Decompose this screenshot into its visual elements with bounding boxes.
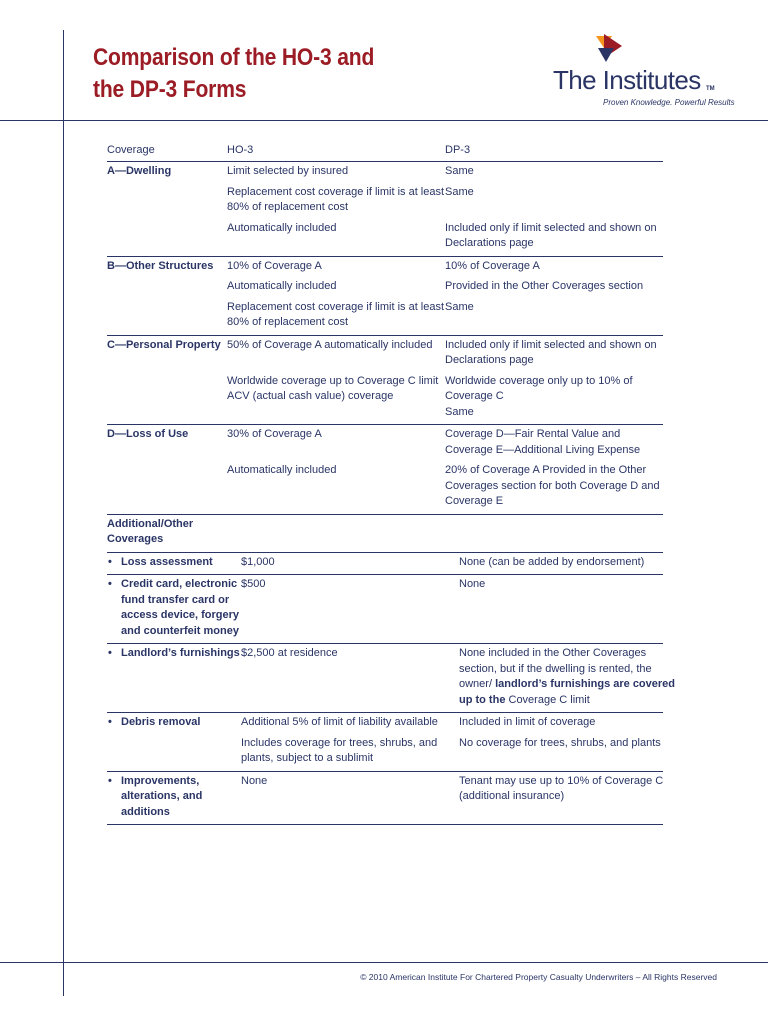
dp3-cell: 10% of Coverage A: [445, 259, 540, 272]
section-additional-coverages: [107, 515, 663, 553]
dp3-cell: Provided in the Other Coverages section: [445, 280, 644, 292]
table-row: [227, 338, 663, 369]
dp3-cell: Same: [445, 300, 474, 313]
logo-triangles-icon: [594, 32, 626, 64]
ho3-cell: Replacement cost coverage if limit is at least 80% of replacement cost: [227, 185, 445, 213]
footer-rule: [0, 962, 768, 963]
ho3-cell: 50% of Coverage A automatically included: [227, 338, 433, 351]
section-personal-property: [107, 336, 663, 426]
section-dwelling: [107, 162, 663, 257]
dp3-cell: No coverage for trees, shrubs, and plants: [459, 736, 661, 749]
header-ho3: HO-3: [227, 144, 254, 156]
table-row: [241, 736, 677, 767]
logo-name: The Institutes: [553, 65, 701, 95]
logo-trademark: TM: [706, 86, 715, 92]
section-label: C—Personal Property: [107, 338, 221, 351]
dp3-cell: Coverage D—Fair Rental Value and Coverage E—Additional Living Expense: [445, 428, 641, 456]
dp3-text-tail: Coverage C limit: [508, 693, 590, 706]
section-label: Additional/Other Coverages: [107, 517, 194, 545]
dp3-cell: Included only if limit selected and shown on Declarations page: [445, 221, 657, 249]
dp3-text-emphasis: landlord’s furnishings are covered up to the: [459, 678, 676, 706]
ho3-cell: $2,500 at residence: [241, 647, 338, 659]
header-rule: [0, 120, 768, 121]
dp3-cell: Same: [445, 185, 474, 198]
bulleted-label: • Loss assessment: [107, 555, 241, 571]
dp3-cell: Included only if limit selected and shown on Declarations page: [445, 338, 657, 366]
page-title: [93, 42, 374, 106]
ho3-cell: $1,000: [241, 555, 275, 568]
ho3-cell: 10% of Coverage A: [227, 259, 322, 272]
table-row: [227, 279, 663, 295]
dp3-cell: [459, 646, 677, 708]
left-margin-rule: [63, 30, 64, 996]
section-loss-of-use: [107, 425, 663, 515]
table-row: [227, 221, 663, 252]
table-row: [227, 463, 663, 510]
row-credit-card: [107, 575, 663, 644]
dp3-cell: Tenant may use up to 10% of Coverage C (additional insurance): [459, 774, 664, 802]
logo-tagline: Proven Knowledge. Powerful Results: [603, 98, 735, 107]
ho3-cell: Automatically included: [227, 221, 337, 234]
bulleted-label: • Debris removal: [107, 715, 241, 767]
section-label: B—Other Structures: [107, 259, 214, 272]
dp3-cell: Same: [445, 165, 474, 177]
row-landlords-furnishings: [107, 644, 676, 713]
bulleted-label: • Improvements, alterations, and additions: [107, 774, 241, 821]
header-coverage: Coverage: [107, 144, 155, 156]
dp3-text: None included in the Other Coverages section, but if the dwelling is rented, the owner/: [459, 647, 652, 690]
dp3-cell: Included in limit of coverage: [459, 716, 596, 728]
table-header-row: [107, 143, 663, 162]
table-row: [227, 389, 663, 421]
page-title-line-2: the DP-3 Forms: [93, 76, 247, 103]
section-label: D—Loss of Use: [107, 428, 189, 440]
table-row: [227, 185, 663, 216]
ho3-cell: Limit selected by insured: [227, 165, 349, 177]
row-debris-removal: [107, 713, 663, 772]
comparison-table: [107, 143, 676, 825]
header-dp3: DP-3: [445, 144, 471, 156]
ho3-cell: Includes coverage for trees, shrubs, and plants, subject to a sublimit: [241, 736, 438, 764]
ho3-cell: Automatically included: [227, 464, 337, 476]
ho3-cell: Automatically included: [227, 280, 337, 292]
table-row: [227, 300, 663, 331]
dp3-cell: Same: [445, 405, 474, 418]
institutes-logo: [548, 32, 735, 112]
table-row: [227, 164, 663, 180]
ho3-cell: None: [241, 774, 268, 787]
bulleted-label: • Landlord’s furnishings: [107, 646, 241, 708]
row-improvements: [107, 772, 663, 826]
section-label: A—Dwelling: [107, 165, 172, 177]
dp3-cell: 20% of Coverage A Provided in the Other Coverages section for both Coverage D and Coverage E: [445, 464, 660, 507]
row-loss-assessment: [107, 553, 663, 576]
bulleted-label: • Credit card, electronic fund transfer card or access device, forgery and counterfeit money: [107, 577, 241, 639]
ho3-cell: 30% of Coverage A: [227, 428, 322, 440]
ho3-cell: Worldwide coverage up to Coverage C limit: [227, 374, 439, 387]
ho3-cell: Additional 5% of limit of liability available: [241, 716, 438, 728]
dp3-cell: Worldwide coverage only up to 10% of Coverage C: [445, 374, 633, 402]
ho3-cell: Replacement cost coverage if limit is at least 80% of replacement cost: [227, 300, 445, 328]
page-title-line-1: Comparison of the HO-3 and: [93, 44, 375, 71]
section-other-structures: [107, 257, 663, 336]
ho3-cell: ACV (actual cash value) coverage: [227, 389, 394, 402]
copyright-footer: © 2010 American Institute For Chartered Property Casualty Underwriters – All Rights Reserved: [360, 972, 717, 982]
table-row: [241, 715, 677, 731]
table-row: [227, 427, 663, 458]
dp3-cell: None (can be added by endorsement): [459, 555, 645, 568]
table-row: [227, 259, 663, 275]
ho3-cell: $500: [241, 578, 266, 590]
dp3-cell: None: [459, 578, 486, 590]
